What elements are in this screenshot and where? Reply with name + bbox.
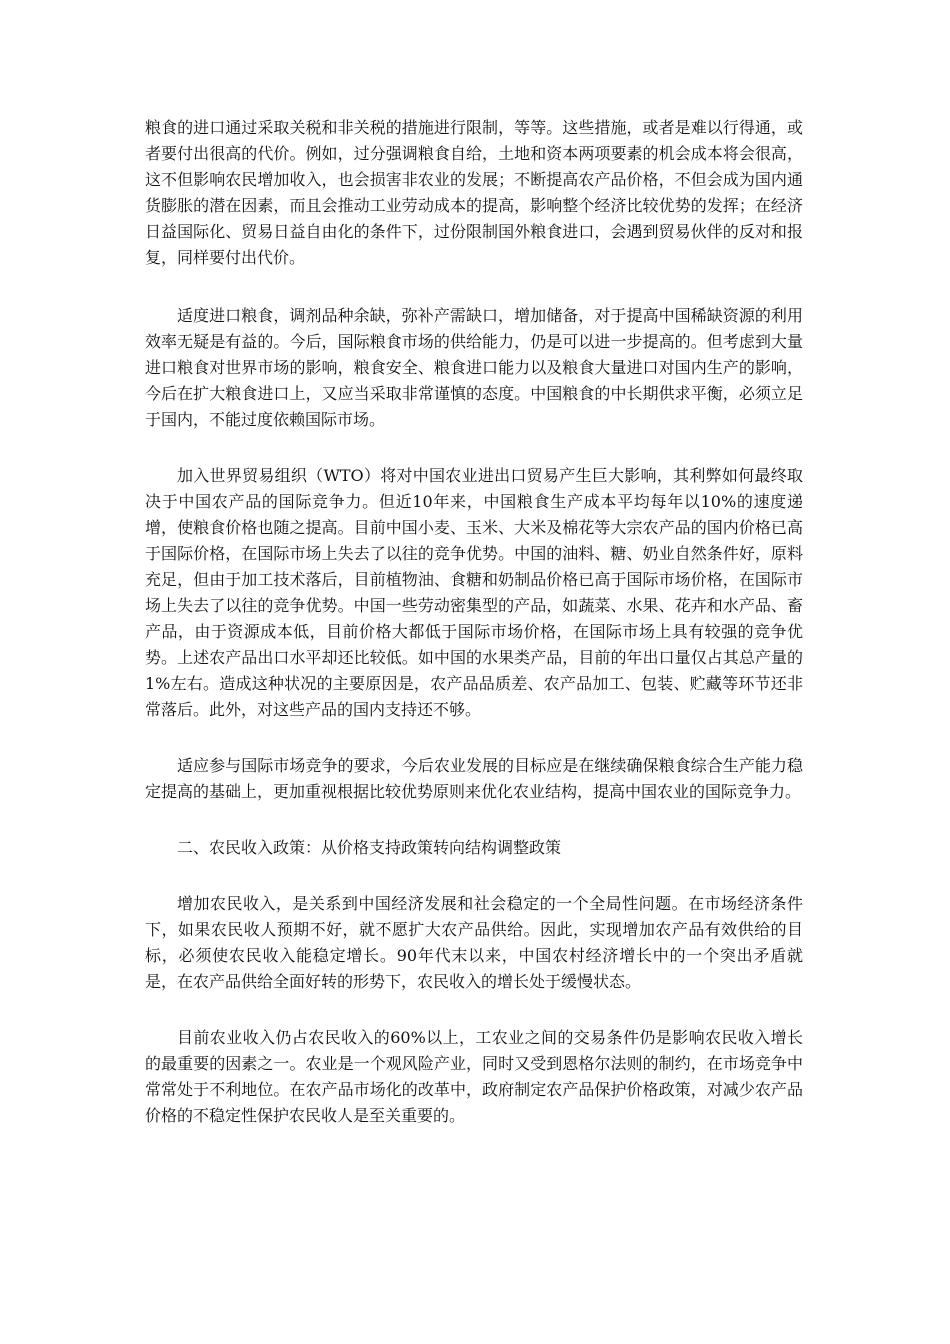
paragraph-moderate-grain-import: 适度进口粮食，调剂品种余缺，弥补产需缺口，增加储备，对于提高中国稀缺资源的利用效率无疑是有益的。今后，国际粮食市场的供给能力，仍是可以进一步提高的。但考虑到大量进口粮食对世界市场的影响，粮食安全、粮食进口能力以及粮食大量进口对国内生产的影响，今后在扩大粮食进口上，又应当采取非常谨慎的态度。中国粮食的中长期供求平衡，必须立足于国内，不能过度依赖国际市场。: [145, 306, 803, 429]
paragraph-increase-farmer-income: 增加农民收入，是关系到中国经济发展和社会稳定的一个全局性问题。在市场经济条件下，如果农民收人预期不好，就不愿扩大农产品供给。因此，实现增加农产品有效供给的目标，必须使农民收入能稳定增长。90年代末以来，中国农村经济增长中的一个突出矛盾就是，在农产品供给全面好转的形势下，农民收入的增长处于缓慢状态。: [145, 894, 803, 991]
paragraph-grain-import-restrictions: 粮食的进口通过采取关税和非关税的措施进行限制，等等。这些措施，或者是难以行得通，或者要付出很高的代价。例如，过分强调粮食自给，土地和资本两项要素的机会成本将会很高，这不但影响农民增加收入，也会损害非农业的发展；不断提高农产品价格，不但会成为国内通货膨胀的潜在因素，而且会推动工业劳动成本的提高，影响整个经济比较优势的发挥；在经济日益国际化、贸易日益自由化的条件下，过份限制国外粮食进口，会遇到贸易伙伴的反对和报复，同样要付出代价。: [145, 118, 803, 267]
section-heading-farmer-income-policy: 二、农民收入政策：从价格支持政策转向结构调整政策: [177, 838, 562, 857]
paragraph-wto-impact: 加入世界贸易组织（WTO）将对中国农业进出口贸易产生巨大影响，其利弊如何最终取决于中国农产品的国际竞争力。但近10年来，中国粮食生产成本平均每年以10%的速度递增，使粮食价格也随之提高。目前中国小麦、玉米、大米及棉花等大宗农产品的国内价格已高于国际价格，在国际市场上失去了以往的竞争优势。中国的油料、糖、奶业自然条件好，原料充足，但由于加工技术落后，目前植物油、食糖和奶制品价格已高于国际市场价格，在国际市场上失去了以往的竞争优势。中国一些劳动密集型的产品，如蔬菜、水果、花卉和水产品、畜产品，由于资源成本低，目前价格大都低于国际市场价格，在国际市场上具有较强的竞争优势。上述农产品出口水平却还比较低。如中国的水果类产品，目前的年出口量仅占其总产量的1%左右。造成这种状况的主要原因是，农产品品质差、农产品加工、包装、贮藏等环节还非常落后。此外，对这些产品的国内支持还不够。: [145, 466, 803, 719]
paragraph-competition-goal: 适应参与国际市场竞争的要求，今后农业发展的目标应是在继续确保粮食综合生产能力稳定提高的基础上，更加重视根据比较优势原则来优化农业结构，提高中国农业的国际竞争力。: [145, 756, 803, 801]
document-page: [145, 115, 803, 1159]
paragraph-agricultural-income-share: 目前农业收入仍占农民收入的60%以上，工农业之间的交易条件仍是影响农民收入增长的最重要的因素之一。农业是一个观风险产业，同时又受到恩格尔法则的制约，在市场竞争中常常处于不利地位。在农产品市场化的改革中，政府制定农产品保护价格政策，对减少农产品价格的不稳定性保护农民收人是至关重要的。: [145, 1028, 803, 1125]
